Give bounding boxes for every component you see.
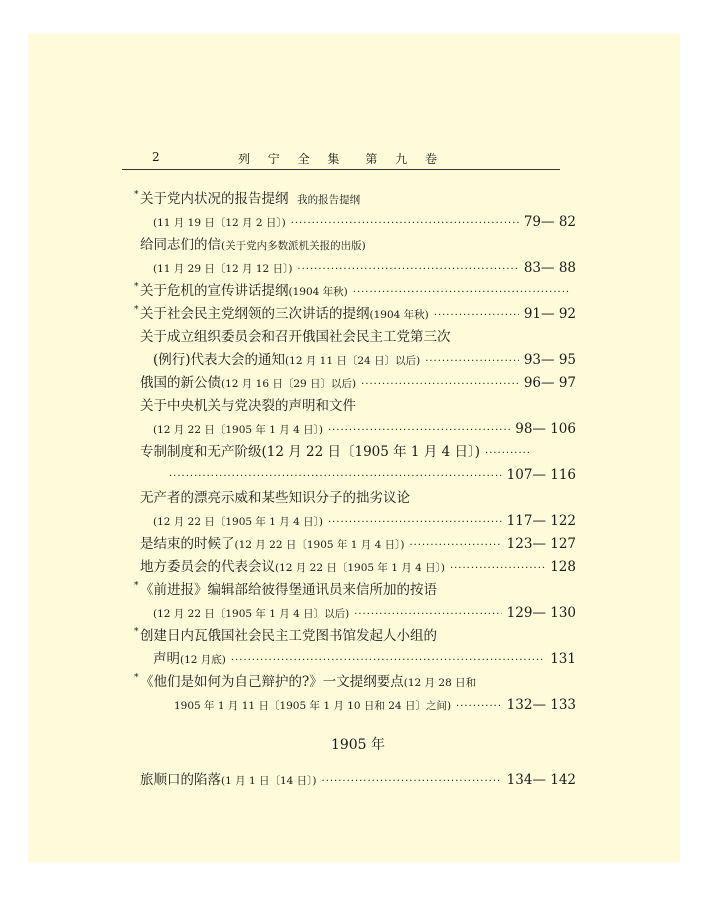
entry-title: 地方委员会的代表会议: [140, 559, 275, 575]
entry-date: (12 月 22 日〔1905 年 1 月 4 日〕): [153, 516, 323, 528]
entry-date: (11 月 19 日〔12 月 2 日〕): [153, 217, 286, 229]
entry-pages: 83— 88: [523, 260, 576, 276]
entry-title: 给同志们的信: [140, 237, 221, 253]
entry-note: (1904 年秋): [288, 286, 348, 298]
toc-entry[interactable]: [140, 395, 576, 441]
dot-leader: [450, 557, 545, 580]
entry-note: (12 月 22 日〔1905 年 1 月 4 日〕): [261, 444, 481, 460]
asterisk-mark: *: [134, 673, 139, 683]
toc-entry[interactable]: [134, 579, 576, 625]
entry-pages: 128: [550, 559, 576, 575]
toc-entry[interactable]: [140, 441, 576, 487]
toc-entry[interactable]: [140, 487, 576, 533]
dot-leader: [169, 465, 502, 488]
entry-title: 专制制度和无产阶级: [140, 444, 262, 460]
entry-pages: 131: [550, 651, 576, 667]
entry-date: 1905 年 1 月 11 日〔1905 年 1 月 10 日和 24 日〕之间): [174, 700, 452, 712]
toc-entry[interactable]: [140, 326, 576, 372]
toc-entry[interactable]: [140, 769, 576, 792]
entry-pages: 79— 82: [523, 214, 576, 230]
toc-entry[interactable]: [140, 556, 576, 579]
page-number: 2: [152, 150, 160, 164]
entry-pages: 132— 133: [506, 697, 576, 713]
entry-note: (12 月 22 日〔1905 年 1 月 4 日〕): [275, 562, 445, 574]
entry-date: (12 月 22 日〔1905 年 1 月 4 日〕以后): [153, 608, 350, 620]
entry-pages: 129— 130: [506, 605, 576, 621]
entry-title: 无产者的漂亮示威和某些知识分子的拙劣议论: [140, 490, 410, 506]
running-header: [122, 147, 560, 170]
dot-leader: [361, 373, 519, 396]
entry-title: 是结束的时候了: [140, 536, 235, 552]
entry-title: 《前进报》编辑部给彼得堡通讯员来信所加的按语: [140, 582, 437, 598]
entry-note: (12 月 28 日和: [403, 677, 477, 689]
dot-leader: [328, 419, 510, 442]
entry-title-cont: (例行)代表大会的通知: [153, 352, 286, 368]
dot-leader: [409, 534, 501, 557]
entry-title: 《他们是如何为自己辩护的?》一文提纲要点: [140, 674, 404, 690]
asterisk-mark: *: [134, 190, 139, 200]
dot-leader: [434, 304, 519, 327]
toc-entry[interactable]: [134, 625, 576, 671]
asterisk-mark: *: [134, 581, 139, 591]
entry-note: (1 月 1 日〔14 日〕): [221, 775, 317, 787]
dot-leader: [354, 603, 501, 626]
asterisk-mark: *: [134, 627, 139, 637]
entry-title: 创建日内瓦俄国社会民主工党图书馆发起人小组的: [140, 628, 437, 644]
dot-leader: [322, 770, 502, 793]
entry-note: (12 月 22 日〔1905 年 1 月 4 日〕): [234, 539, 405, 551]
dot-leader: [485, 442, 529, 465]
year-heading: 1905 年: [330, 737, 386, 753]
entry-date: (11 月 29 日〔12 月 12 日〕): [153, 263, 293, 275]
dot-leader: [456, 695, 502, 718]
toc-entry[interactable]: [140, 234, 576, 280]
dot-leader: [291, 212, 519, 235]
entry-pages: 107— 116: [506, 467, 576, 483]
toc-entry[interactable]: [134, 303, 576, 326]
entry-title: 关于成立组织委员会和召开俄国社会民主工党第三次: [140, 329, 451, 345]
entry-title: 俄国的新公债: [140, 375, 221, 391]
toc-entry[interactable]: [134, 671, 576, 717]
entry-title: 关于社会民主党纲领的三次讲话的提纲: [140, 306, 370, 322]
entry-title: 关于危机的宣传讲话提纲: [140, 283, 289, 299]
table-of-contents: [134, 188, 576, 792]
entry-note: 我的报告提纲: [297, 194, 361, 206]
dot-leader: [425, 350, 519, 373]
asterisk-mark: *: [134, 282, 139, 292]
entry-note: (12 月 16 日〔29 日〕以后): [221, 378, 357, 390]
entry-pages: 93— 95: [523, 352, 576, 368]
entry-note: (关于党内多数派机关报的出版): [221, 240, 366, 252]
toc-entry[interactable]: [134, 188, 576, 234]
entry-pages: 123— 127: [506, 536, 576, 552]
dot-leader: [328, 511, 502, 534]
book-title: 列 宁 全 集 第 九 卷: [237, 152, 445, 166]
toc-entry[interactable]: [140, 372, 576, 395]
toc-entry[interactable]: [134, 280, 576, 303]
entry-pages: 117— 122: [506, 513, 576, 529]
entry-pages: 91— 92: [523, 306, 576, 322]
dot-leader: [297, 258, 518, 281]
entry-note: (12 月 11 日〔24 日〕以后): [285, 355, 421, 367]
entry-note: (12 月底): [180, 654, 226, 666]
entry-note: (1904 年秋): [369, 309, 429, 321]
dot-leader: [353, 281, 571, 304]
toc-entry[interactable]: [140, 533, 576, 556]
entry-title-cont: 声明: [153, 651, 180, 667]
entry-pages: 134— 142: [506, 772, 576, 788]
entry-pages: 96— 97: [523, 375, 576, 391]
dot-leader: [231, 649, 545, 672]
entry-title: 关于党内状况的报告提纲: [140, 191, 289, 207]
entry-date: (12 月 22 日〔1905 年 1 月 4 日〕): [153, 424, 323, 436]
asterisk-mark: *: [134, 305, 139, 315]
entry-title: 旅顺口的陷落: [140, 772, 221, 788]
entry-pages: 98— 106: [515, 421, 576, 437]
entry-title: 关于中央机关与党决裂的声明和文件: [140, 398, 356, 414]
